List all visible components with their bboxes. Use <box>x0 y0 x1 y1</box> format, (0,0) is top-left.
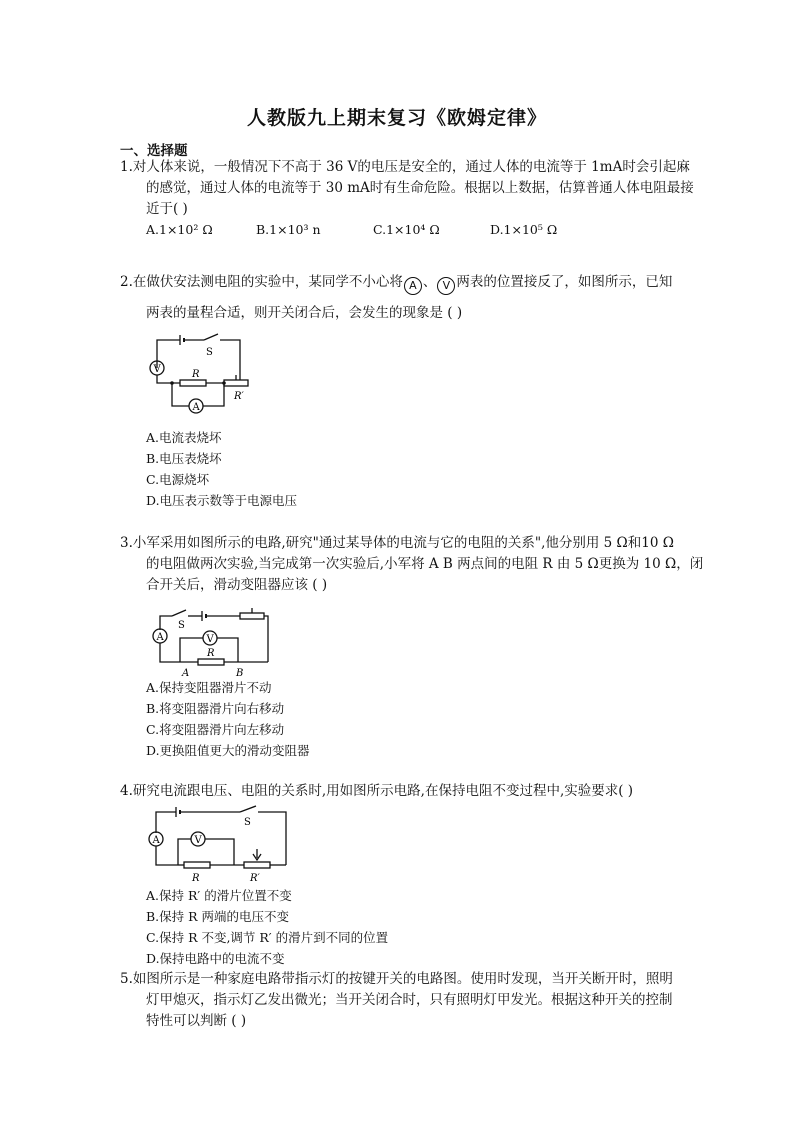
q1-line-2: 的感觉，通过人体的电流等于 30 mA时有生命危险。根据以上数据，估算普通人体电阻最接 <box>146 180 694 196</box>
q5-line-1: 5.如图所示是一种家庭电路带指示灯的按键开关的电路图。使用时发现，当开关断开时，照明 <box>120 971 673 987</box>
q2-line-1 <box>120 272 672 295</box>
q2-fig-ammeter-label: A <box>192 402 200 413</box>
q2-circuit-diagram <box>140 332 265 414</box>
q2-fig-resistor-label: R <box>192 369 200 380</box>
voltmeter-symbol: V <box>437 277 455 295</box>
q3-option-a: A.保持变阻器滑片不动 <box>146 680 272 695</box>
q4-fig-switch-label: S <box>244 817 251 828</box>
q2-line-2: 两表的量程合适，则开关闭合后，会发生的现象是 ( ) <box>146 305 463 321</box>
q3-fig-switch-label: S <box>178 620 185 631</box>
ammeter-symbol: A <box>404 277 422 295</box>
q4-option-c: C.保持 R 不变,调节 R′ 的滑片到不同的位置 <box>146 930 389 945</box>
q2-separator: 、 <box>422 274 437 290</box>
q2-line-1-start: 2.在做伏安法测电阻的实验中，某同学不小心将 <box>120 274 403 290</box>
q1-line-1: 1.对人体来说，一般情况下不高于 36 V的电压是安全的，通过人体的电流等于 1mA时会引起麻 <box>120 159 690 175</box>
q3-fig-point-b: B <box>236 668 244 679</box>
q3-fig-point-a: A <box>182 668 190 679</box>
q4-circuit-diagram <box>140 803 295 883</box>
q1-option-b: B.1×10³ n <box>256 222 321 237</box>
q4-fig-voltmeter-label: V <box>194 835 202 846</box>
q3-line-3: 合开关后，滑动变阻器应该 ( ) <box>146 577 328 593</box>
q2-option-a: A.电流表烧坏 <box>146 430 222 445</box>
q3-fig-ammeter-label: A <box>156 632 164 643</box>
section-title: 一、选择题 <box>120 143 188 159</box>
q3-line-2: 的电阻做两次实验,当完成第一次实验后,小军将 A B 两点间的电阻 R 由 5 Ω更换为 10 Ω，闭 <box>146 556 704 572</box>
page-title: 人教版九上期末复习《欧姆定律》 <box>246 107 547 129</box>
q4-line-1: 4.研究电流跟电压、电阻的关系时,用如图所示电路,在保持电阻不变过程中,实验要求( ) <box>120 783 634 799</box>
q5-line-3: 特性可以判断 ( ) <box>146 1013 247 1029</box>
q1-option-d: D.1×10⁵ Ω <box>490 222 558 237</box>
q3-option-c: C.将变阻器滑片向左移动 <box>146 722 285 737</box>
q2-option-d: D.电压表示数等于电源电压 <box>146 493 298 508</box>
q2-fig-switch-label: S <box>206 347 213 358</box>
q2-option-b: B.电压表烧坏 <box>146 451 222 466</box>
q4-fig-resistor-label: R <box>192 873 200 883</box>
q3-fig-voltmeter-label: V <box>206 634 214 645</box>
q1-option-c: C.1×10⁴ Ω <box>373 222 440 237</box>
q3-option-b: B.将变阻器滑片向右移动 <box>146 701 285 716</box>
q1-option-a: A.1×10² Ω <box>146 222 213 237</box>
q4-option-d: D.保持电路中的电流不变 <box>146 951 285 966</box>
q3-circuit-diagram <box>140 600 275 682</box>
q4-option-b: B.保持 R 两端的电压不变 <box>146 909 290 924</box>
q5-line-2: 灯甲熄灭，指示灯乙发出微光；当开关闭合时，只有照明灯甲发光。根据这种开关的控制 <box>146 992 673 1008</box>
q2-option-c: C.电源烧坏 <box>146 472 210 487</box>
q4-fig-ammeter-label: A <box>152 835 160 846</box>
q3-option-d: D.更换阻值更大的滑动变阻器 <box>146 743 310 758</box>
q2-fig-rheostat-label: R′ <box>234 391 244 402</box>
q2-fig-voltmeter-label: V <box>153 364 161 375</box>
q3-line-1: 3.小军采用如图所示的电路,研究"通过某导体的电流与它的电阻的关系",他分别用 5 Ω和10 Ω <box>120 535 674 551</box>
q1-line-3: 近于( ) <box>146 201 188 217</box>
q4-option-a: A.保持 R′ 的滑片位置不变 <box>146 888 292 903</box>
q2-line-1-end: 两表的位置接反了，如图所示，已知 <box>456 274 673 290</box>
q4-fig-rheostat-label: R′ <box>250 873 260 883</box>
q1-options <box>146 220 706 240</box>
q3-fig-resistor-label: R <box>207 648 215 659</box>
